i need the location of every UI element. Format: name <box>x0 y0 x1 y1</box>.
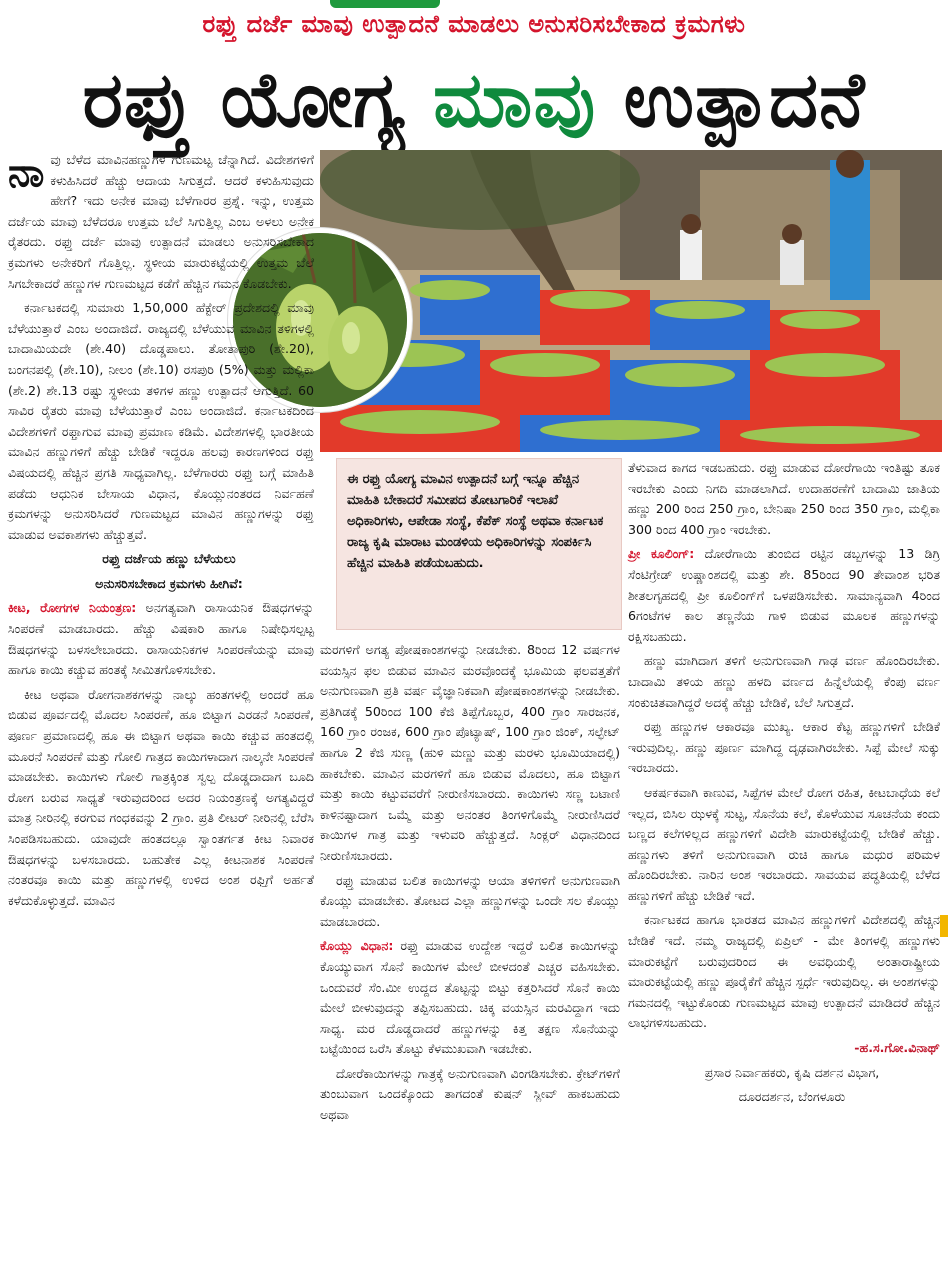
drop-cap: ನಾ <box>8 150 45 196</box>
precooling-label: ಪ್ರೀ ಕೂಲಿಂಗ್: <box>628 546 695 562</box>
paragraph: ಕರ್ನಾಟಕದ ಹಾಗೂ ಭಾರತದ ಮಾವಿನ ಹಣ್ಣುಗಳಿಗೆ ವಿದೇಶದಲ್ಲಿ ಹೆಚ್ಚಿನ ಬೇಡಿಕೆ ಇದೆ. ನಮ್ಮ ರಾಜ್ಯದಲ್ಲಿ ಏಪ್ರಿಲ್ - ಮೇ ತಿಂಗಳಲ್ಲಿ ಹಣ್ಣುಗಳು ಮಾರುಕಟ್ಟೆಗೆ ಬರುವುದರಿಂದ ಈ ಅವಧಿಯಲ್ಲಿ ಅಂತಾರಾಷ್ಟ್ರೀಯ ಮಾರುಕಟ್ಟೆಯಲ್ಲಿ ಹಣ್ಣು ಪೂರೈಕೆಗೆ ಹೆಚ್ಚಿನ ಸ್ಪರ್ಧೆ ಇರುವುದಿಲ್ಲ. ಈ ಅಂಶಗಳನ್ನು ಗಮನದಲ್ಲಿ ಇಟ್ಟುಕೊಂಡು ಗುಣಮಟ್ಟದ ಮಾವು ಉತ್ಪಾದನೆ ಮಾಡಿದರೆ ಹೆಚ್ಚಿನ ಲಾಭಗಳಿಸಬಹುದು. <box>628 912 940 1031</box>
precooling-paragraph <box>628 544 940 647</box>
mango-market-photo <box>320 150 942 452</box>
pest-control-paragraph <box>8 598 314 680</box>
headline-part1: ರಫ್ತು ಯೋಗ್ಯ <box>82 55 406 144</box>
author-affiliation-1: ಪ್ರಸಾರ ನಿರ್ವಾಹಕರು, ಕೃಷಿ ದರ್ಶನ ವಿಭಾಗ, <box>704 1064 880 1080</box>
paragraph: ಆಕರ್ಷಕವಾಗಿ ಕಾಣುವ, ಸಿಪ್ಪೆಗಳ ಮೇಲೆ ರೋಗ ರಹಿತ, ಕೀಟಬಾಧೆಯ ಕಲೆ ಇಲ್ಲದ, ಬಿಸಿಲ ಝಳಕ್ಕೆ ಸುಟ್ಟ, ಸೊನೆಯ ಕಲೆ, ಕೊಳೆಯುವ ಸೂಚನೆಯ ಕಂದು ಬಣ್ಣದ ಕಲೆಗಳಿಲ್ಲದ ಹಣ್ಣುಗಳಿಗೆ ವಿದೇಶಿ ಮಾರುಕಟ್ಟೆಯಲ್ಲಿ ಬೇಡಿಕೆ ಹೆಚ್ಚು. ಹಣ್ಣುಗಳು ತಳಿಗೆ ಅನುಗುಣವಾಗಿ ರುಚಿ ಹಾಗೂ ಮಧುರ ಪರಿಮಳ ಹೊಂದಿರಬೇಕು. ನಾರಿನ ಅಂಶ ಇರಬಾರದು. ಸಾವಯವ ಪದ್ಧತಿಯಲ್ಲಿ ಬೆಳೆದ ಹಣ್ಣುಗಳಿಗೆ ಹೆಚ್ಚು ಬೇಡಿಕೆ ಇದೆ. <box>628 784 940 903</box>
headline-part2: ಮಾವು <box>433 55 597 144</box>
harvest-label: ಕೊಯ್ಲು ವಿಧಾನ: <box>320 938 394 954</box>
info-box: ಈ ರಫ್ತು ಯೋಗ್ಯ ಮಾವಿನ ಉತ್ಪಾದನೆ ಬಗ್ಗೆ ಇನ್ನೂ ಹೆಚ್ಚಿನ ಮಾಹಿತಿ ಬೇಕಾದರೆ ಸಮೀಪದ ತೋಟಗಾರಿಕೆ ಇಲಾಖೆ ಅಧಿಕಾರಿಗಳು, ಆಪೇಡಾ ಸಂಸ್ಥೆ, ಕೆಪೆಕ್ ಸಂಸ್ಥೆ ಅಥವಾ ಕರ್ನಾಟಕ ರಾಜ್ಯ ಕೃಷಿ ಮಾರಾಟ ಮಂಡಳಿಯ ಅಧಿಕಾರಿಗಳನ್ನು ಸಂಪರ್ಕಿಸಿ ಹೆಚ್ಚಿನ ಮಾಹಿತಿ ಪಡೆಯಬಹುದು. <box>336 458 622 630</box>
paragraph: ಕರ್ನಾಟಕದಲ್ಲಿ ಸುಮಾರು 1,50,000 ಹೆಕ್ಟೇರ್ ಪ್ರದೇಶದಲ್ಲಿ ಮಾವು ಬೆಳೆಯುತ್ತಾರೆ ಎಂಬ ಅಂದಾಜಿದೆ. ರಾಜ್ಯದಲ್ಲಿ ಬೆಳೆಯುವ ಮಾವಿನ ತಳಿಗಳಲ್ಲಿ ಬಾದಾಮಿಯದೇ (ಶೇ.40) ದೊಡ್ಡಪಾಲು. ತೋತಾಪುರಿ (ಶೇ.20), ಬಂಗನಪಲ್ಲಿ (ಶೇ.10), ನೀಲಂ (ಶೇ.10) ರಸಪುರಿ (5%) ಮತ್ತು ಮಲ್ಲಿಕಾ (ಶೇ.2) ಶೇ.13 ರಷ್ಟು ಸ್ಥಳೀಯ ತಳಿಗಳ ಹಣ್ಣು ಉತ್ಪಾದನೆ ಆಗುತ್ತಿದೆ. 60 ಸಾವಿರ ರೈತರು ಮಾವು ಬೆಳೆಯುತ್ತಾರೆ ಎಂಬ ಅಂದಾಜಿದೆ. ಕರ್ನಾಟಕದಿಂದ ವಿದೇಶಗಳಿಗೆ ರಫ್ತಾಗುವ ಮಾವು ಪ್ರಮಾಣ ಕಡಿಮೆ. ವಿದೇಶಗಳಲ್ಲಿ ಭಾರತೀಯ ಮಾವಿನ ಹಣ್ಣುಗಳಿಗೆ ಹೆಚ್ಚು ಬೇಡಿಕೆ ಇದ್ದರೂ ಹಲವು ಕಾರಣಗಳಿಂದ ರಫ್ತು ವಿಷಯದಲ್ಲಿ ಹೆಚ್ಚಿನ ಪ್ರಗತಿ ಸಾಧ್ಯವಾಗಿಲ್ಲ. ಬೆಳೆಗಾರರು ರಫ್ತು ಬಗ್ಗೆ ಮಾಹಿತಿ ಪಡೆದು ಆಧುನಿಕ ಬೇಸಾಯ ವಿಧಾನ, ಕೊಯ್ಲುನಂತರದ ನಿರ್ವಹಣೆ ಕ್ರಮಗಳನ್ನು ಅನುಸರಿಸಿದರೆ ಗುಣಮಟ್ಟದ ಮಾವಿನ ಹಣ್ಣುಗಳನ್ನು ರಫ್ತು ಮಾಡುವ ಅವಕಾಶಗಳು ಹೆಚ್ಚುತ್ತವೆ. <box>8 300 314 542</box>
intro-text: ವು ಬೆಳೆದ ಮಾವಿನಹಣ್ಣುಗಳ ಗುಣಮಟ್ಟ ಚೆನ್ನಾಗಿದೆ. ವಿದೇಶಗಳಿಗೆ ಕಳುಹಿಸಿದರೆ ಹೆಚ್ಚು ಆದಾಯ ಸಿಗುತ್ತದೆ. ಆದರೆ ಕಳುಹಿಸುವುದು ಹೇಗೆ? ಇದು ಅನೇಕ ಮಾವು ಬೆಳೆಗಾರರ ಪ್ರಶ್ನೆ. ಇನ್ನು, ಉತ್ತಮ ದರ್ಜೆಯ ಮಾವು ಬೆಳೆದರೂ ಉತ್ತಮ ಬೆಲೆ ಸಿಗುತ್ತಿಲ್ಲ ಎಂಬ ಅಳಲು ಅನೇಕ ರೈತರದು. ರಫ್ತು ದರ್ಜೆ ಮಾವು ಉತ್ಪಾದನೆ ಮಾಡಲು ಅನುಸರಿಸಬೇಕಾದ ಕ್ರಮಗಳು ಅನೇಕರಿಗೆ ಗೊತ್ತಿಲ್ಲ. ಸ್ಥಳೀಯ ಮಾರುಕಟ್ಟೆಯಲ್ಲಿ ಉತ್ತಮ ಬೆಲೆ ಸಿಗಬೇಕಾದರೆ ಹಣ್ಣುಗಳ ಗುಣಮಟ್ಟದ ಕಡೆಗೆ ಹೆಚ್ಚಿನ ಗಮನ ಕೊಡಬೇಕು. <box>8 152 314 291</box>
intro-paragraph <box>8 150 314 294</box>
top-banner-strip <box>0 0 948 8</box>
pest-control-text: ಅನಗತ್ಯವಾಗಿ ರಾಸಾಯನಿಕ ಔಷಧಗಳನ್ನು ಸಿಂಪರಣೆ ಮಾಡಬಾರದು. ಹೆಚ್ಚು ವಿಷಕಾರಿ ಹಾಗೂ ನಿಷೇಧಿಸಲ್ಪಟ್ಟ ಔಷಧಗಳನ್ನು ಬಳಸಲೇಬಾರದು. ರಾಸಾಯನಿಕಗಳ ಸಿಂಪರಣೆಯನ್ನು ಮಾವು ಹಾಗೂ ಕಾಯಿ ಕಚ್ಚುವ ಹಂತಕ್ಕೆ ಸೀಮಿತಗೊಳಿಸಬೇಕು. <box>8 600 315 678</box>
precooling-text: ದೋರೆಗಾಯಿ ತುಂಬಿದ ರಟ್ಟಿನ ಡಬ್ಬಗಳನ್ನು 13 ಡಿಗ್ರಿ ಸೆಂಟಿಗ್ರೇಡ್ ಉಷ್ಣಾಂಶದಲ್ಲಿ ಮತ್ತು ಶೇ. 85ರಿಂದ 90 ತೇವಾಂಶ ಭರಿತ ಶೀತಲಗೃಹದಲ್ಲಿ ಪ್ರೀ ಕೂಲಿಂಗ್‌ಗೆ ಒಳಪಡಿಸಬೇಕು. ಸಾಮಾನ್ಯವಾಗಿ 4ರಿಂದ 6ಗಂಟೆಗಳ ಕಾಲ ತಣ್ಣನೆಯ ಗಾಳಿ ಬಿಡುವ ಮೂಲಕ ಹಣ್ಣುಗಳನ್ನು ರಕ್ಷಿಸಬಹುದು. <box>628 546 940 644</box>
paragraph: ತೆಳುವಾದ ಕಾಗದ ಇಡಬಹುದು. ರಫ್ತು ಮಾಡುವ ದೋರೆಗಾಯಿ ಇಂತಿಷ್ಟು ತೂಕ ಇರಬೇಕು ಎಂದು ನಿಗದಿ ಮಾಡಲಾಗಿದೆ. ಉದಾಹರಣೆಗೆ ಬಾದಾಮಿ ಜಾತಿಯ ಹಣ್ಣು 200 ರಿಂದ 250 ಗ್ರಾಂ, ಬೇನಿಷಾ 250 ರಿಂದ 350 ಗ್ರಾಂ, ಮಲ್ಲಿಕಾ 300 ರಿಂದ 400 ಗ್ರಾಂ ಇರಬೇಕು. <box>628 460 940 537</box>
harvest-text: ರಫ್ತು ಮಾಡುವ ಉದ್ದೇಶ ಇದ್ದರೆ ಬಲಿತ ಕಾಯಿಗಳನ್ನು ಕೊಯ್ಯುವಾಗ ಸೊನೆ ಕಾಯಿಗಳ ಮೇಲೆ ಬೀಳದಂತೆ ಎಚ್ಚರ ವಹಿಸಬೇಕು. ಒಂದುವರೆ ಸೆಂ.ಮೀ ಉದ್ದದ ತೊಟ್ಟನ್ನು ಬಿಟ್ಟು ಕತ್ತರಿಸಿದರೆ ಸೊನೆ ಕಾಯಿ ಮೇಲೆ ಬೀಳುವುದನ್ನು ತಪ್ಪಿಸಬಹುದು. ಚಿಕ್ಕ ವಯಸ್ಸಿನ ಮರವಿದ್ದಾಗ ಇದು ಸಾಧ್ಯ. ಮರ ದೊಡ್ಡದಾದರೆ ಹಣ್ಣುಗಳನ್ನು ಕಿತ್ತ ತಕ್ಷಣ ಸೊನೆಯನ್ನು ಬಟ್ಟೆಯಿಂದ ಒರೆಸಿ ತೊಟ್ಟು ಕೆಳಮುಖವಾಗಿ ಇಡಬೇಕು. <box>320 938 620 1057</box>
headline-part3: ಉತ್ಪಾದನೆ <box>623 55 866 144</box>
paragraph: ಮರಗಳಿಗೆ ಅಗತ್ಯ ಪೋಷಕಾಂಶಗಳನ್ನು ನೀಡಬೇಕು. 8ರಿಂದ 12 ವರ್ಷಗಳ ವಯಸ್ಸಿನ ಫಲ ಬಿಡುವ ಮಾವಿನ ಮರವೊಂದಕ್ಕೆ ಭೂಮಿಯ ಫಲವತ್ತತೆಗೆ ಅನುಗುಣವಾಗಿ ಪ್ರತಿ ವರ್ಷ ವೈಜ್ಞಾನಿಕವಾಗಿ ಪೋಷಕಾಂಶಗಳನ್ನು ನೀಡಬೇಕು. ಪ್ರತಿಗಿಡಕ್ಕೆ 50ರಿಂದ 100 ಕೆಜಿ ತಿಪ್ಪೆಗೊಬ್ಬರ, 400 ಗ್ರಾಂ ಸಾರಜನಕ, 160 ಗ್ರಾಂ ರಂಜಕ, 600 ಗ್ರಾಂ ಪೊಟ್ಯಾಷ್, 100 ಗ್ರಾಂ ಜಿಂಕ್, ಸಲ್ಫೇಟ್ ಹಾಗೂ 2 ಕೆಜಿ ಸುಣ್ಣ (ಹುಳಿ ಮಣ್ಣು ಮತ್ತು ಮರಳು ಭೂಮಿಯಾದಲ್ಲಿ) ಹಾಕಬೇಕು. ಮಾವಿನ ಮರಗಳಿಗೆ ಹೂ ಬಿಡುವ ಮೊದಲು, ಹೂ ಬಿಟ್ಟಾಗ ಮತ್ತು ಕಾಯಿ ಕಟ್ಟುವವರೆಗೆ ನೀರುಣಿಸಬಾರದು. ಕಾಯಿಗಳು ಸಣ್ಣ ಬಟಾಣಿ ಕಾಳಿನಷ್ಟಾದಾಗ ಒಮ್ಮೆ ಮತ್ತು ಅನಂತರ ತಿಂಗಳಿಗೊಮ್ಮೆ ನೀರುಣಿಸಿದರೆ ಕಾಯಿಗಳ ಗಾತ್ರ ಮತ್ತು ಇಳುವರಿ ಹೆಚ್ಚುತ್ತದೆ. ಸಿಂಕ್ಲರ್ ವಿಧಾನದಿಂದ ನೀರುಣಿಸಬಾರದು. <box>320 642 620 863</box>
article-column-1 <box>8 150 314 915</box>
kicker-subtitle: ರಫ್ತು ದರ್ಜೆ ಮಾವು ಉತ್ಪಾದನೆ ಮಾಡಲು ಅನುಸರಿಸಬೇಕಾದ ಕ್ರಮಗಳು <box>202 10 746 38</box>
paragraph: ರಫ್ತು ಹಣ್ಣುಗಳ ಆಕಾರವೂ ಮುಖ್ಯ. ಆಕಾರ ಕೆಟ್ಟ ಹಣ್ಣುಗಳಿಗೆ ಬೇಡಿಕೆ ಇರುವುದಿಲ್ಲ. ಹಣ್ಣು ಪೂರ್ಣ ಮಾಗಿದ್ದ ದೃಢವಾಗಿರಬೇಕು. ಸಿಪ್ಪೆ ಮೇಲೆ ಸುಕ್ಕು ಇರಬಾರದು. <box>628 719 940 776</box>
section-tab <box>330 0 440 8</box>
paragraph: ರಫ್ತು ಮಾಡುವ ಬಲಿತ ಕಾಯಿಗಳನ್ನು ಆಯಾ ತಳಿಗಳಿಗೆ ಅನುಗುಣವಾಗಿ ಕೊಯ್ಲು ಮಾಡಬೇಕು. ತೋಟದ ಎಲ್ಲಾ ಹಣ್ಣುಗಳನ್ನು ಒಂದೇ ಸಲ ಕೊಯ್ಲು ಮಾಡಬಾರದು. <box>320 872 620 929</box>
paragraph: ದೋರೆಕಾಯಿಗಳನ್ನು ಗಾತ್ರಕ್ಕೆ ಅನುಗುಣವಾಗಿ ವಿಂಗಡಿಸಬೇಕು. ಕ್ರೇಟ್‌ಗಳಿಗೆ ತುಂಬುವಾಗ ಒಂದಕ್ಕೊಂದು ತಾಗದಂತೆ ಕುಷನ್ ಸ್ಲೀವ್ ಹಾಕಬಹುದು ಅಥವಾ <box>320 1065 620 1123</box>
paragraph: ಹಣ್ಣು ಮಾಗಿದಾಗ ತಳಿಗೆ ಅನುಗುಣವಾಗಿ ಗಾಢ ವರ್ಣ ಹೊಂದಿರಬೇಕು. ಬಾದಾಮಿ ತಳಿಯ ಹಣ್ಣು ಹಳದಿ ವರ್ಣದ ಹಿನ್ನೆಲೆಯಲ್ಲಿ ಕೆಂಪು ವರ್ಣ ಸಂಕುಚಿತವಾಗಿದ್ದರೆ ಅದಕ್ಕೆ ಹೆಚ್ಚು ಬೇಡಿಕೆ, ಬೆಲೆ ಸಿಗುತ್ತದೆ. <box>628 653 940 710</box>
harvest-paragraph <box>320 936 620 1060</box>
pest-control-label: ಕೀಟ, ರೋಗಗಳ ನಿಯಂತ್ರಣ: <box>8 600 137 616</box>
article-column-2 <box>320 640 620 1130</box>
article-column-3 <box>628 458 940 1112</box>
subheading-line-2: ಅನುಸರಿಸಬೇಕಾದ ಕ್ರಮಗಳು ಹೀಗಿವೆ: <box>95 575 243 591</box>
mango-crates-illustration <box>320 150 942 452</box>
author-byline: -ಹ.ಸ.ಗೋ.ವಿನಾಥ್ <box>854 1040 940 1056</box>
subheading-line-1: ರಫ್ತು ದರ್ಜೆಯ ಹಣ್ಣು ಬೆಳೆಯಲು <box>102 551 236 567</box>
author-affiliation-2: ದೂರದರ್ಶನ, ಬೆಂಗಳೂರು <box>738 1089 846 1105</box>
paragraph: ಕೀಟ ಅಥವಾ ರೋಗನಾಶಕಗಳನ್ನು ನಾಲ್ಕು ಹಂತಗಳಲ್ಲಿ ಅಂದರೆ ಹೂ ಬಿಡುವ ಪೂರ್ವದಲ್ಲಿ ಮೊದಲ ಸಿಂಪರಣೆ, ಹೂ ಬಿಟ್ಟಾಗ ಎರಡನೆ ಸಿಂಪರಣೆ, ಪೂರ್ಣ ಪ್ರಮಾಣದಲ್ಲಿ ಹೂ ಈ ಬಿಟ್ಟಾಗ ಅಥವಾ ಕಾಯಿ ಕಚ್ಚುವ ಹಂತದಲ್ಲಿ ಮೂರನೆ ಸಿಂಪರಣೆ ಮತ್ತು ಗೋಲಿ ಗಾತ್ರದ ಕಾಯಿಗಳಾದಾಗ ನಾಲ್ಕನೇ ಸಿಂಪರಣೆ ಮಾಡಬೇಕು. ಕಾಯಿಗಳು ಗೋಲಿ ಗಾತ್ರಕ್ಕಿಂತ ಸ್ವಲ್ಪ ದೊಡ್ಡದಾದಾಗ ಬೂದಿ ರೋಗ ಬರುವ ಸಾಧ್ಯತೆ ಇರುವುದರಿಂದ ಅದರ ನಿಯಂತ್ರಣಕ್ಕೆ ಅಗತ್ಯವಿದ್ದರೆ ಮಾತ್ರ ನೀರಿನಲ್ಲಿ ಕರಗುವ ಗಂಧಕವನ್ನು 2 ಗ್ರಾಂ. ಪ್ರತಿ ಲೀಟರ್ ನೀರಿನಲ್ಲಿ ಬೆರೆಸಿ ಸಿಂಪಡಿಸಬಹುದು. ಯಾವುದೇ ಹಂತದಲ್ಲೂ ಸ್ವಾಂತರ್ಗತ ಕೀಟ ನಿವಾರಕ ಔಷಧಗಳನ್ನು ಬಳಸಬಾರದು. ಬಹುತೇಕ ಎಲ್ಲ ಕೀಟನಾಶಕ ಸಿಂಪರಣೆ ನಂತರವೂ ಕಾಯಿ ಮತ್ತು ಹಣ್ಣುಗಳಲ್ಲಿ ಉಳಿದ ಅಂಶ ರಫ್ತಿಗೆ ಅರ್ಹತೆ ಕಳೆದುಕೊಳ್ಳುತ್ತದೆ. ಮಾವಿನ <box>8 686 314 908</box>
page-edge-marker <box>940 915 948 937</box>
headline <box>0 54 948 146</box>
